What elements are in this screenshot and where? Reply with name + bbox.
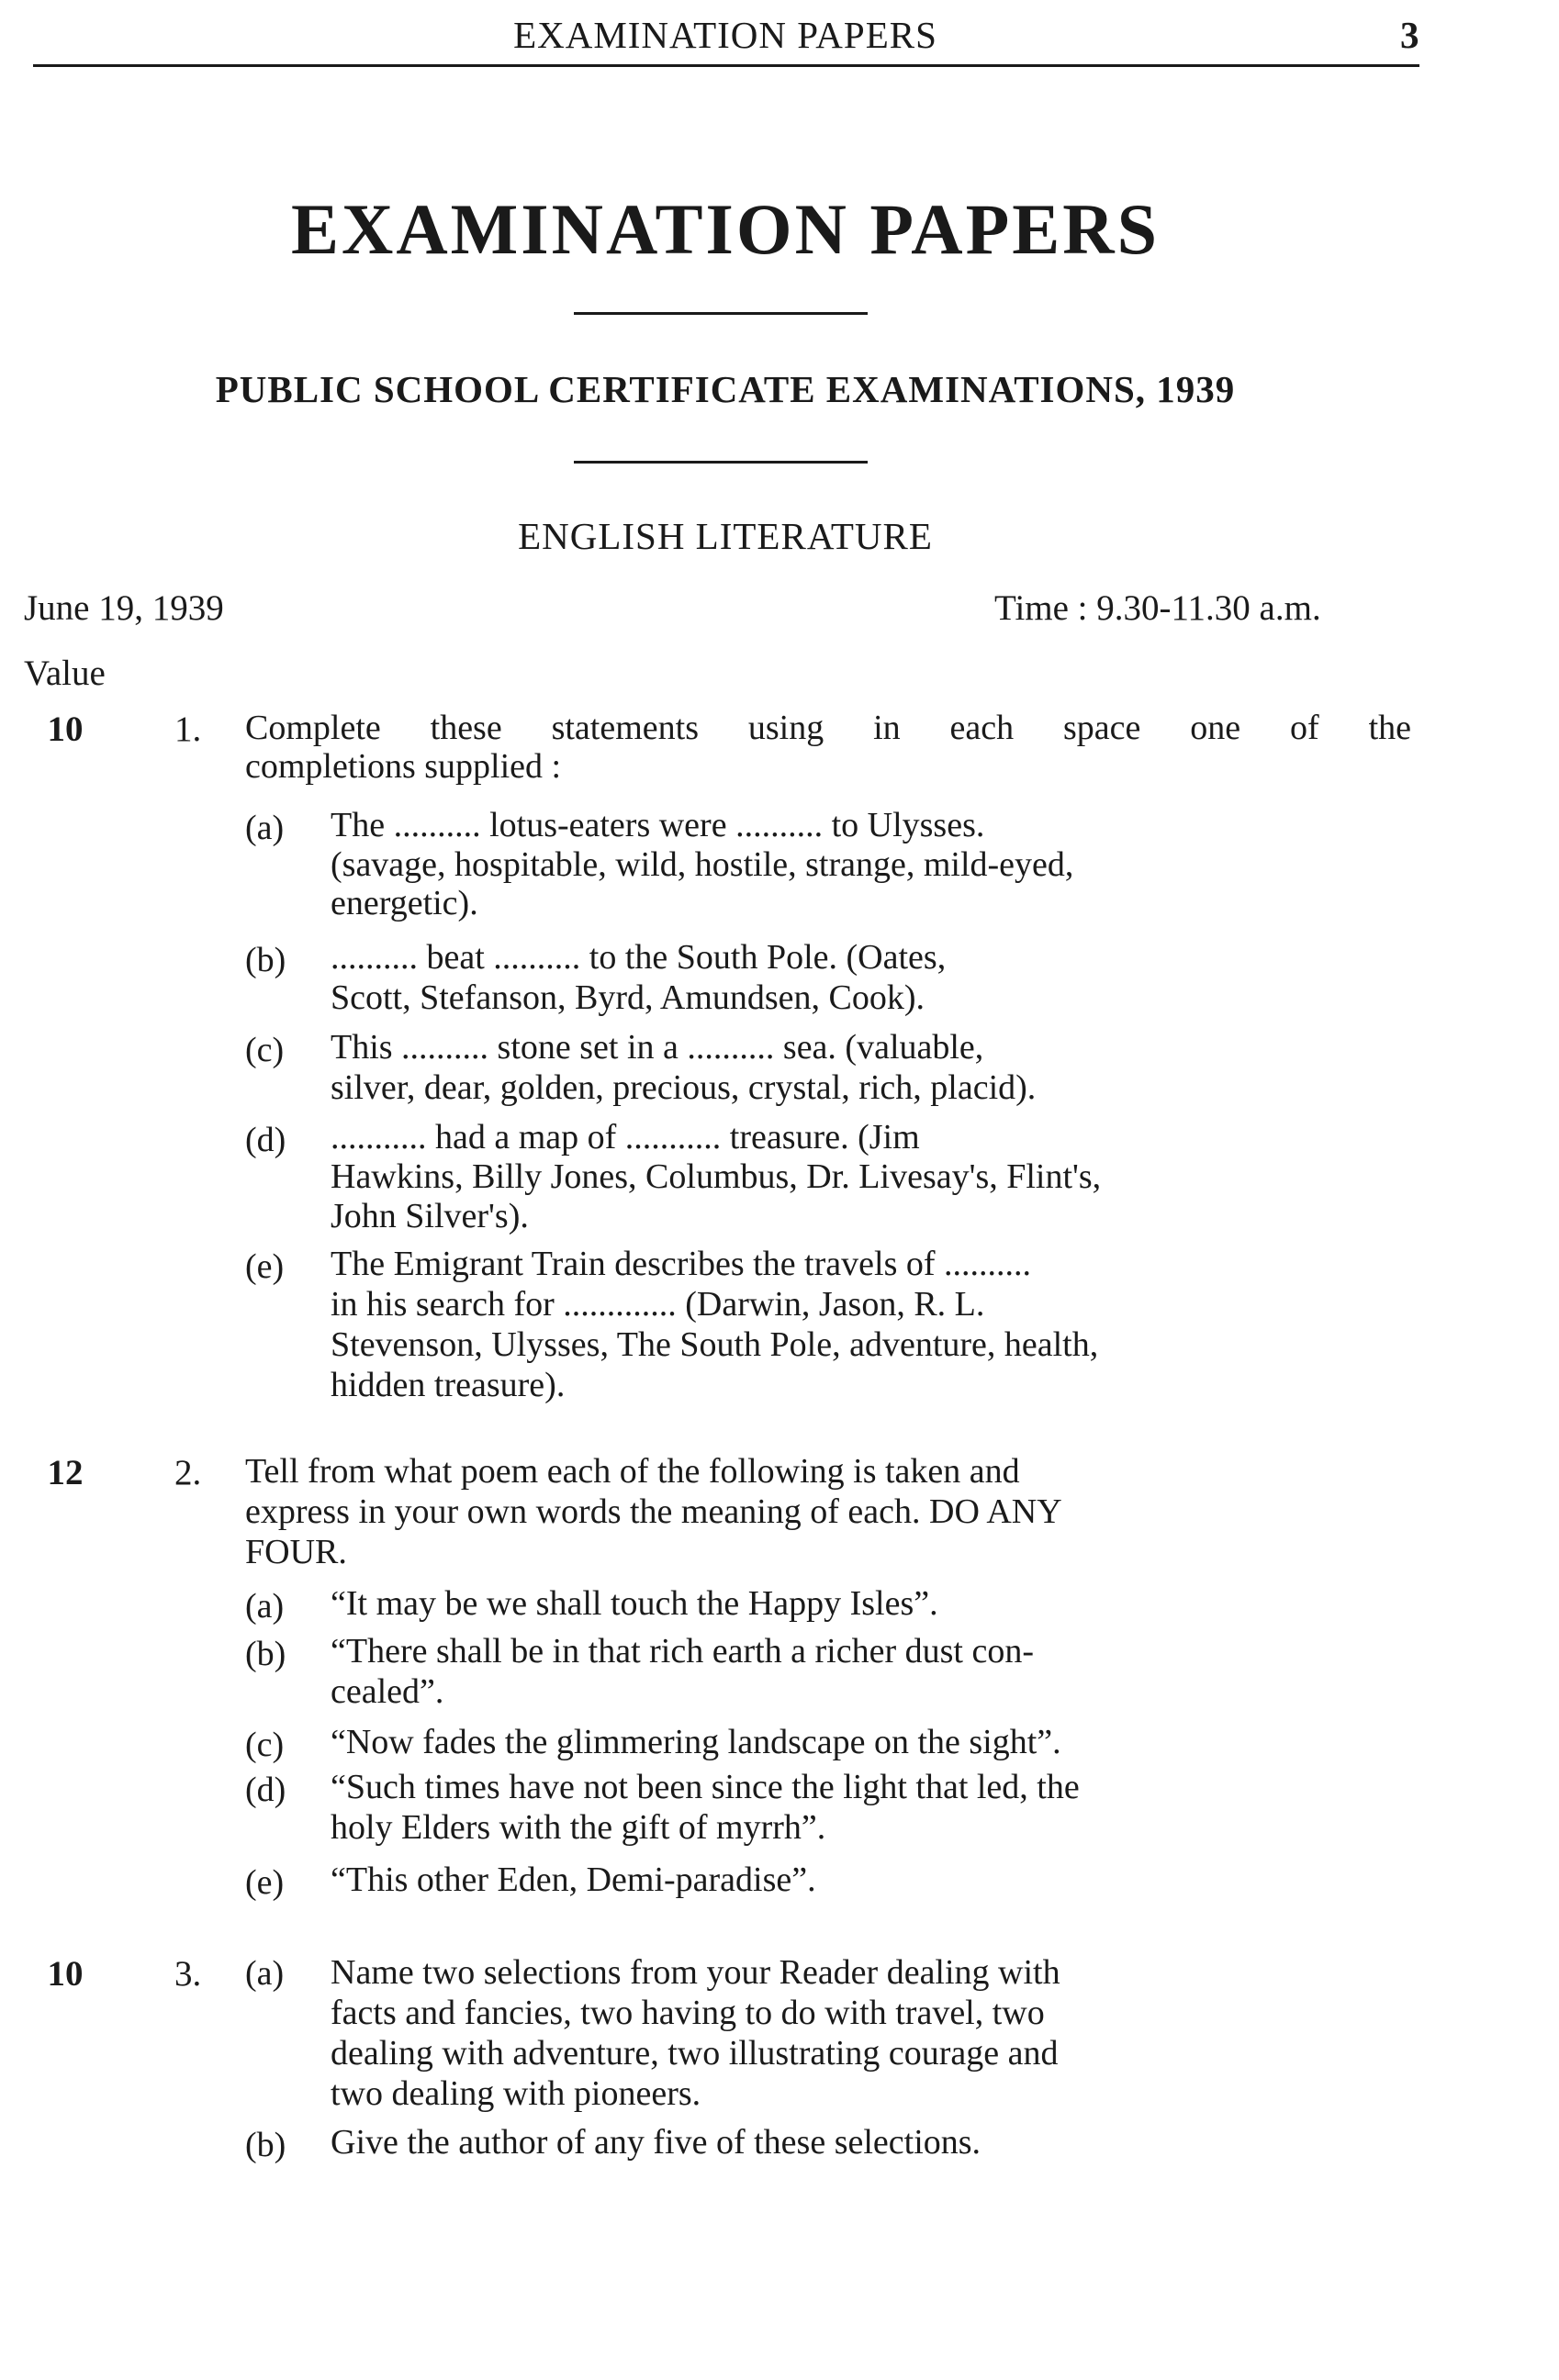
question-2a-line: “It may be we shall touch the Happy Isles”. — [331, 1584, 938, 1623]
question-1d-line: John Silver's). — [331, 1197, 529, 1235]
header-rule — [33, 64, 1419, 67]
question-3a-line: dealing with adventure, two illustrating courage and — [331, 2034, 1059, 2073]
question-3-number: 3. — [174, 1954, 202, 1994]
question-1d-line: Hawkins, Billy Jones, Columbus, Dr. Livesay's, Flint's, — [331, 1157, 1102, 1196]
question-2b-line: cealed”. — [331, 1672, 444, 1711]
question-3a-line: facts and fancies, two having to do with travel, two — [331, 1994, 1045, 2032]
question-2-part-label: (a) — [245, 1587, 285, 1626]
question-1b-line: .......... beat .......... to the South Pole. (Oates, — [331, 938, 947, 977]
exam-series-heading: PUBLIC SCHOOL CERTIFICATE EXAMINATIONS, 1939 — [215, 368, 1236, 410]
question-2-part-label: (c) — [245, 1726, 285, 1764]
question-1-part-label: (d) — [245, 1121, 286, 1159]
question-1-value: 10 — [47, 710, 84, 749]
question-1-part-label: (e) — [245, 1247, 285, 1286]
question-2c-line: “Now fades the glimmering landscape on the sight”. — [331, 1723, 1061, 1761]
running-header-title: EXAMINATION PAPERS — [513, 14, 937, 56]
exam-time: Time : 9.30-11.30 a.m. — [994, 588, 1321, 628]
question-3-part-label: (a) — [245, 1954, 285, 1993]
question-2d-line: “Such times have not been since the light that led, the — [331, 1768, 1080, 1806]
question-3a-line: Name two selections from your Reader dealing with — [331, 1953, 1060, 1992]
question-1-part-label: (c) — [245, 1031, 285, 1069]
question-2-intro-line: FOUR. — [245, 1533, 347, 1571]
question-1-intro-line: Complete these statements using in each space one of the — [245, 709, 1411, 747]
question-1-intro-line: completions supplied : — [245, 747, 562, 786]
question-3-part-label: (b) — [245, 2126, 286, 2164]
question-3a-line: two dealing with pioneers. — [331, 2074, 701, 2113]
question-1e-line: in his search for ............. (Darwin, Jason, R. L. — [331, 1285, 985, 1324]
question-2b-line: “There shall be in that rich earth a richer dust con- — [331, 1632, 1034, 1670]
question-2-part-label: (e) — [245, 1863, 285, 1902]
question-1a-line: energetic). — [331, 884, 478, 922]
question-1-part-label: (a) — [245, 809, 285, 847]
question-1e-line: hidden treasure). — [331, 1366, 566, 1404]
question-1-part-label: (b) — [245, 941, 286, 979]
question-1c-line: This .......... stone set in a .......... sea. (valuable, — [331, 1028, 984, 1067]
question-1b-line: Scott, Stefanson, Byrd, Amundsen, Cook). — [331, 978, 925, 1017]
question-2-number: 2. — [174, 1453, 202, 1492]
question-1e-line: The Emigrant Train describes the travels of .......... — [331, 1245, 1032, 1283]
question-2-value: 12 — [47, 1453, 84, 1492]
question-3b-line: Give the author of any five of these selections. — [331, 2123, 981, 2162]
question-2-part-label: (d) — [245, 1771, 286, 1809]
question-2e-line: “This other Eden, Demi-paradise”. — [331, 1860, 816, 1899]
page-title: EXAMINATION PAPERS — [291, 189, 1160, 269]
question-2-part-label: (b) — [245, 1635, 286, 1673]
value-column-header: Value — [24, 654, 106, 693]
question-1a-line: The .......... lotus-eaters were .......... to Ulysses. — [331, 806, 985, 844]
question-1d-line: ........... had a map of ........... treasure. (Jim — [331, 1118, 920, 1156]
question-2-intro-line: express in your own words the meaning of each. DO ANY — [245, 1492, 1062, 1531]
question-2-intro-line: Tell from what poem each of the following is taken and — [245, 1452, 1020, 1491]
question-2d-line: holy Elders with the gift of myrrh”. — [331, 1808, 826, 1847]
question-1-number: 1. — [174, 710, 202, 749]
subject-heading: ENGLISH LITERATURE — [518, 515, 933, 557]
question-3-value: 10 — [47, 1954, 84, 1994]
question-1a-line: (savage, hospitable, wild, hostile, strange, mild-eyed, — [331, 845, 1074, 884]
question-1c-line: silver, dear, golden, precious, crystal, rich, placid). — [331, 1068, 1037, 1107]
title-divider — [574, 312, 868, 315]
exam-date: June 19, 1939 — [24, 588, 224, 628]
series-divider — [574, 461, 868, 464]
question-1e-line: Stevenson, Ulysses, The South Pole, adventure, health, — [331, 1325, 1099, 1364]
page-number: 3 — [1400, 14, 1419, 56]
